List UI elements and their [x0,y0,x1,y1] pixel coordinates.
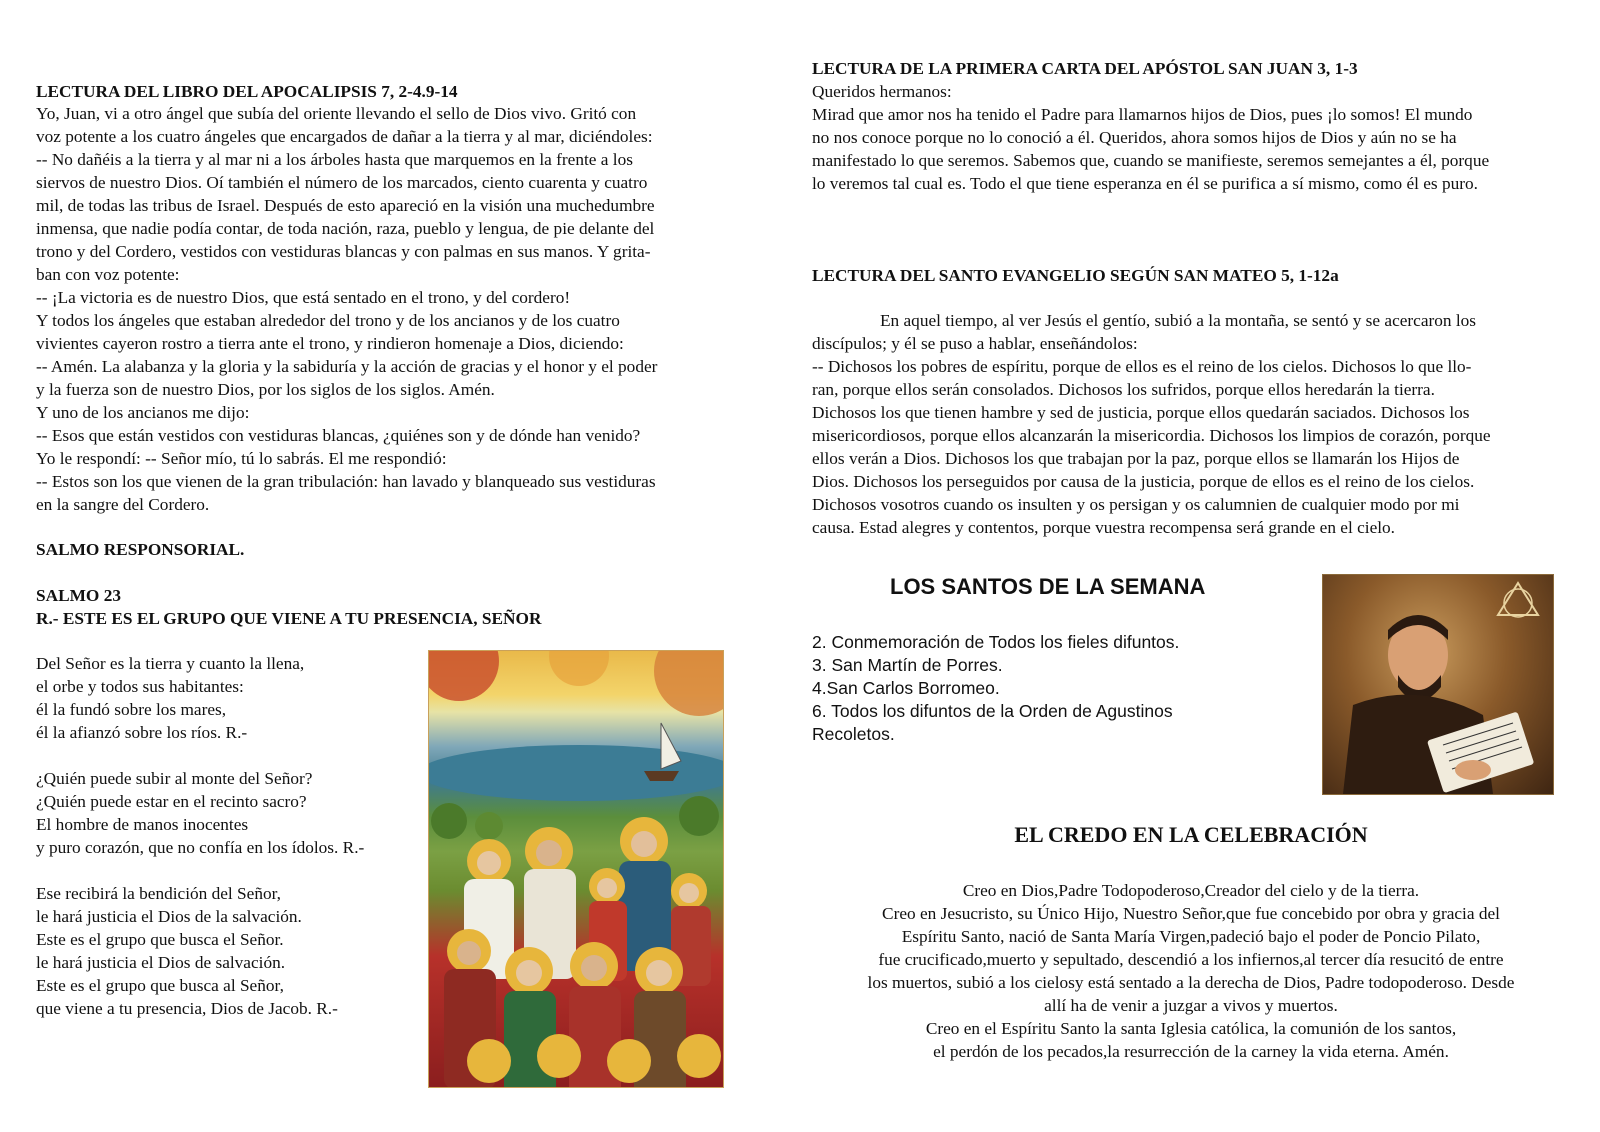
saint-portrait-image [1322,574,1554,795]
verse-line: el orbe y todos sus habitantes: [36,677,244,696]
evangelio-title: LECTURA DEL SANTO EVANGELIO SEGÚN SAN MATEO 5, 1-12a [812,266,1339,285]
saint-portrait-illustration [1323,575,1553,794]
text-line: inmensa, que nadie podía contar, de toda nación, raza, pueblo y lengua, de pie delante del [36,219,655,238]
text-line: -- Esos que están vestidos con vestiduras blancas, ¿quiénes son y de dónde han venido? [36,426,641,445]
credo-title: EL CREDO EN LA CELEBRACIÓN [1014,822,1368,847]
text-line: -- ¡La victoria es de nuestro Dios, que está sentado en el trono, y del cordero! [36,288,571,307]
list-item: 2. Conmemoración de Todos los fieles difuntos. [812,632,1180,652]
text-line: y la fuerza son de nuestro Dios, por los siglos de los siglos. Amén. [36,380,495,399]
apocalipsis-text [36,102,736,516]
text-line: misericordiosos, porque ellos alcanzarán la misericordia. Dichosos los limpios de corazón, porque [812,426,1491,445]
text-line: Yo, Juan, vi a otro ángel que subía del oriente llevando el sello de Dios vivo. Gritó con [36,104,637,123]
verse-line: Ese recibirá la bendición del Señor, [36,884,281,903]
salmo-heading: SALMO RESPONSORIAL. [36,540,245,559]
carta-text [812,80,1570,195]
verse-line: le hará justicia el Dios de salvación. [36,953,286,972]
text-line: discípulos; y él se puso a hablar, enseñándolos: [812,334,1138,353]
text-line: Creo en el Espíritu Santo la santa Iglesia católica, la comunión de los santos, [925,1019,1457,1038]
text-line: -- Dichosos los pobres de espíritu, porque de ellos es el reino de los cielos. Dichosos lo que llo- [812,357,1472,376]
text-line: -- Estos son los que vienen de la gran tribulación: han lavado y blanqueado sus vestiduras [36,472,656,491]
verse-line: él la fundó sobre los mares, [36,700,227,719]
verse-line: El hombre de manos inocentes [36,815,249,834]
all-saints-illustration [429,651,723,1087]
text-line: mil, de todas las tribus de Israel. Después de esto apareció en la visión una muchedumbre [36,196,655,215]
text-line: Espíritu Santo, nació de Santa María Virgen,padeció bajo el poder de Poncio Pilato, [901,927,1481,946]
text-line: siervos de nuestro Dios. Oí también el número de los marcados, ciento cuarenta y cuatro [36,173,648,192]
text-line: Yo le respondí: -- Señor mío, tú lo sabrás. El me respondió: [36,449,447,468]
verse-line: Este es el grupo que busca al Señor, [36,976,284,995]
text-line: ellos verán a Dios. Dichosos los que trabajan por la paz, porque ellos se llamarán los Hijos de [812,449,1460,468]
text-line: Dichosos los que tienen hambre y sed de justicia, porque ellos quedarán saciados. Dichosos los [812,403,1470,422]
salmo-stanza-2 [36,767,364,859]
list-item: 3. San Martín de Porres. [812,655,1003,675]
text-line: Creo en Dios,Padre Todopoderoso,Creador del cielo y de la tierra. [962,881,1420,900]
verse-line: Del Señor es la tierra y cuanto la llena, [36,654,305,673]
salmo-response: R.- ESTE ES EL GRUPO QUE VIENE A TU PRESENCIA, SEÑOR [36,609,542,628]
text-line: no nos conoce porque no lo conoció a él. Queridos, ahora somos hijos de Dios y aún no se ha [812,128,1457,147]
text-line: En aquel tiempo, al ver Jesús el gentío, subió a la montaña, se sentó y se acercaron los [880,311,1477,330]
text-line: Dios. Dichosos los perseguidos por causa de la justicia, porque de ellos es el reino de los cielos. [812,472,1475,491]
all-saints-icon-image [428,650,724,1088]
text-line: causa. Estad alegres y contentos, porque vuestra recompensa será grande en el cielo. [812,518,1395,537]
text-line: trono y del Cordero, vestidos con vestiduras blancas y con palmas en sus manos. Y grita- [36,242,651,261]
text-line: voz potente a los cuatro ángeles que encargados de dañar a la tierra y al mar, diciéndoles: [36,127,653,146]
verse-line: ¿Quién puede estar en el recinto sacro? [36,792,307,811]
text-line: ban con voz potente: [36,265,180,284]
text-line: Queridos hermanos: [812,82,952,101]
salmo-number: SALMO 23 [36,586,121,605]
text-line: allí ha de venir a juzgar a vivos y muertos. [1044,996,1338,1015]
text-line: el perdón de los pecados,la resurrección de la carney la vida eterna. Amén. [933,1042,1449,1061]
verse-line: que viene a tu presencia, Dios de Jacob. R.- [36,999,338,1018]
list-item: 6. Todos los difuntos de la Orden de Agustinos [812,701,1173,721]
credo-text [812,879,1570,1063]
text-line: lo veremos tal cual es. Todo el que tiene esperanza en él se purifica a sí mismo, como él es puro. [812,174,1478,193]
apocalipsis-title: LECTURA DEL LIBRO DEL APOCALIPSIS 7, 2-4.9-14 [36,82,458,101]
salmo-stanza-3 [36,882,338,1020]
carta-title: LECTURA DE LA PRIMERA CARTA DEL APÓSTOL SAN JUAN 3, 1-3 [812,59,1358,78]
verse-line: ¿Quién puede subir al monte del Señor? [36,769,313,788]
text-line: fue crucificado,muerto y sepultado, descendió a los infiernos,al tercer día resucitó de entre [878,950,1504,969]
text-line: -- No dañéis a la tierra y al mar ni a los árboles hasta que marquemos en la frente a los [36,150,633,169]
text-line: en la sangre del Cordero. [36,495,210,514]
text-line: Mirad que amor nos ha tenido el Padre para llamarnos hijos de Dios, pues ¡lo somos! El mundo [812,105,1473,124]
santos-title: LOS SANTOS DE LA SEMANA [890,574,1206,599]
text-line: vivientes cayeron rostro a tierra ante el trono, y rindieron homenaje a Dios, diciendo: [36,334,624,353]
text-line: Dichosos vosotros cuando os insulten y os persigan y os calumnien de cualquier modo por mi [812,495,1460,514]
salmo-stanza-1 [36,652,304,744]
verse-line: y puro corazón, que no confía en los ídolos. R.- [36,838,365,857]
list-item: 4.San Carlos Borromeo. [812,678,1000,698]
text-line: los muertos, subió a los cielosy está sentado a la derecha de Dios, Padre todopoderoso. Desde [867,973,1515,992]
santos-list [812,631,1179,746]
list-item: Recoletos. [812,724,895,744]
text-line: Y uno de los ancianos me dijo: [36,403,250,422]
verse-line: Este es el grupo que busca el Señor. [36,930,284,949]
verse-line: le hará justicia el Dios de la salvación. [36,907,302,926]
text-line: ran, porque ellos serán consolados. Dichosos los sufridos, porque ellos heredarán la tierra. [812,380,1435,399]
text-line: Y todos los ángeles que estaban alrededor del trono y de los ancianos y de los cuatro [36,311,620,330]
text-line: -- Amén. La alabanza y la gloria y la sabiduría y la acción de gracias y el honor y el poder [36,357,658,376]
text-line: Creo en Jesucristo, su Único Hijo, Nuestro Señor,que fue concebido por obra y gracia del [882,904,1500,923]
evangelio-text [812,309,1570,539]
text-line: manifestado lo que seremos. Sabemos que, cuando se manifieste, seremos semejantes a él, porque [812,151,1490,170]
verse-line: él la afianzó sobre los ríos. R.- [36,723,248,742]
